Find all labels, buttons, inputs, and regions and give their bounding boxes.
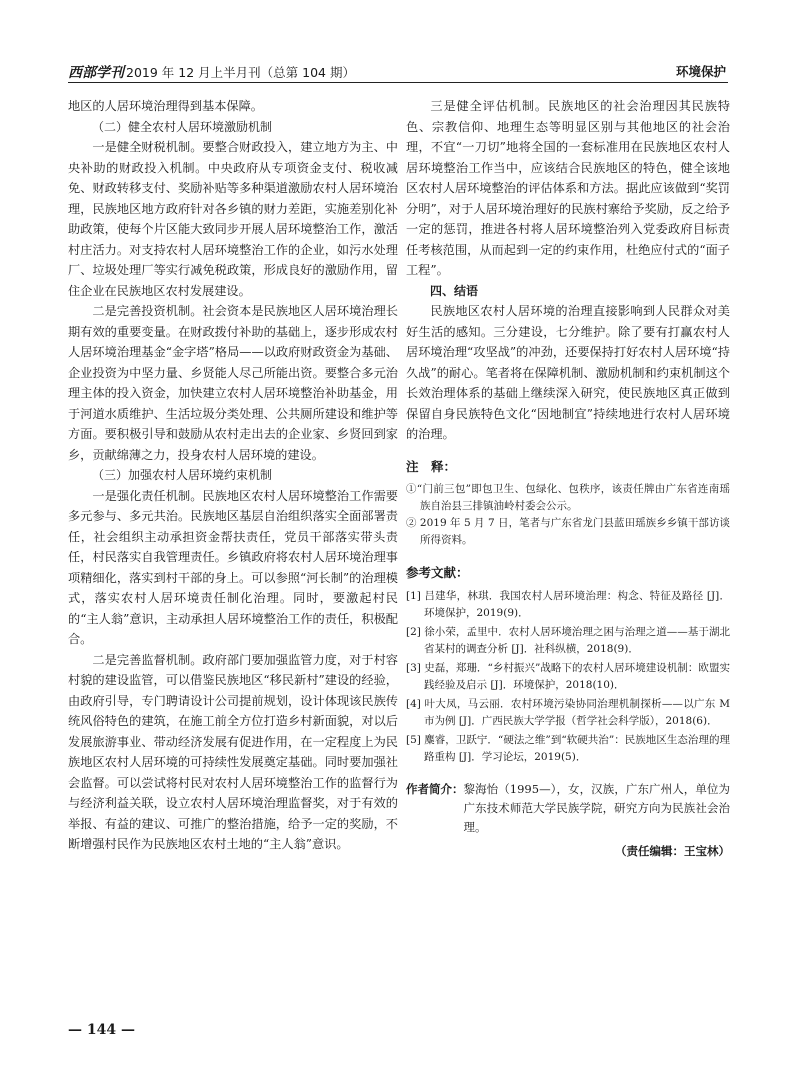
- author-bio: [406, 780, 730, 837]
- header-section: 环境保护: [675, 64, 726, 79]
- right-column: [406, 96, 730, 861]
- section-heading: 四、结语: [430, 283, 479, 298]
- references-title: 参考文献：: [406, 565, 469, 580]
- paragraph: 一是健全财税机制。要整合财政投入，建立地方为主、中央补助的财政投入机制。中央政府从专项资金支付、税收减免、财政转移支付、奖励补贴等多种渠道激励农村人居环境治理，民族地区地方政府针对各乡镇的财力差距，实施差别化补助政策，使每个片区能大致同步开展人居环境整治工作，激活村庄活力。对支持农村人居环境整治工作的企业，如污水处理厂、垃圾处理厂等实行减免税政策，形成良好的激励作用，留住企业在民族地区农村发展建设。: [68, 140, 398, 298]
- page-header: [68, 60, 728, 83]
- paragraph: 三是健全评估机制。民族地区的社会治理因其民族特色、宗教信仰、地理生态等明显区别与其他地区的社会治理，不宜“一刀切”地将全国的一套标准用在民族地区农村人居环境整治工作当中，应该结合民族地区的特色，健全该地区农村人居环境整治的评估体系和方法。据此应该做到“奖罚分明”，对于人居环境治理好的民族村寨给予奖励，反之给予一定的惩罚，推进各村将人居环境整治列入党委政府目标责任考核范围，从而起到一定的约束作用，杜绝应付式的“面子工程”。: [406, 99, 730, 277]
- author-label: 作者简介：: [406, 781, 464, 796]
- journal-logo: 西部学刊: [68, 65, 124, 81]
- paragraph: 二是完善监督机制。政府部门要加强监管力度，对于村容村貌的建设监管，可以借鉴民族地区“移民新村”建设的经验，由政府引导，专门聘请设计公司提前规划，设计体现该民族传统风俗特色的建筑，在施工前全方位打造乡村新面貌，对以后发展旅游事业、带动经济发展有促进作用，在一定程度上为民族地区农村人居环境的可持续性发展奠定基础。同时要加强社会监督。可以尝试将村民对农村人居环境整治工作的监督行为与经济利益关联，设立农村人居环境治理监督奖，对于有效的举报、有益的建议、可推广的整治措施，给予一定的奖励，不断增强村民作为民族地区农村土地的“主人翁”意识。: [68, 652, 398, 851]
- references-list: [406, 588, 730, 766]
- reference-item: [2] 徐小荣，孟里中．农村人居环境治理之困与治理之道——基于湖北省某村的调查分析 [J]．社科纵横，2018(9)．: [406, 625, 730, 655]
- reference-item: [3] 史磊，郑珊．“乡村振兴”战略下的农村人居环境建设机制：欧盟实践经验及启示 [J]．环境保护，2018(10)．: [406, 661, 730, 691]
- reference-item: [4] 叶大凤，马云丽．农村环境污染协同治理机制探析——以广东 M 市为例 [J]．广西民族大学学报（哲学社会科学版），2018(6)．: [406, 697, 730, 727]
- header-journal: [68, 62, 355, 82]
- notes-list: [406, 481, 730, 549]
- note-item: ② 2019 年 5 月 7 日，笔者与广东省龙门县蓝田瑶族乡乡镇干部访谈所得资料。: [406, 517, 730, 546]
- reference-item: [1] 吕建华，林琪．我国农村人居环境治理：构念、特征及路径 [J]．环境保护，2019(9)．: [406, 589, 730, 619]
- paragraph: 民族地区农村人居环境的治理直接影响到人民群众对美好生活的感知。三分建设，七分维护。除了要有打赢农村人居环境治理“攻坚战”的冲劲，还要保持打好农村人居环境“持久战”的耐心。笔者将在保障机制、激励机制和约束机制这个长效治理体系的基础上继续深入研究，使民族地区真正做到保留自身民族特色文化“因地制宜”持续地进行农村人居环境的治理。: [406, 304, 730, 441]
- header-issue: 2019 年 12 月上半月刊（总第 104 期）: [126, 65, 355, 80]
- note-item: ①“门前三包”即包卫生、包绿化、包秩序，该责任牌由广东省连南瑶族自治县三排镇油岭村委会公示。: [406, 483, 730, 512]
- page-number: — 144 —: [68, 1022, 135, 1038]
- notes-title: 注 释：: [406, 458, 457, 474]
- responsible-editor: （责任编辑：王宝林）: [615, 843, 730, 858]
- paragraph: 地区的人居环境治理得到基本保障。: [68, 99, 263, 113]
- left-column: [68, 96, 398, 855]
- paragraph: 一是强化责任机制。民族地区农村人居环境整治工作需要多元参与、多元共治。民族地区基层自治组织落实全面部署责任，社会组织主动承担资金帮扶责任，党员干部落实带头责任，村民落实自我管理责任。乡镇政府将农村人居环境治理事项精细化，落实到村干部的身上。可以参照“河长制”的治理模式，落实农村人居环境责任制化治理。同时，要激起村民的“主人翁”意识，主动承担人居环境整治工作的责任，积极配合。: [68, 488, 398, 646]
- subheading: （二）健全农村人居环境激励机制: [92, 119, 273, 134]
- subheading: （三）加强农村人居环境约束机制: [92, 468, 273, 482]
- reference-item: [5] 麋睿，卫跃宁．“硬法之维”到“软硬共治”：民族地区生态治理的理路重构 [J]．学习论坛，2019(5)．: [406, 733, 730, 763]
- author-text: 黎海怡（1995—），女，汉族，广东广州人，单位为广东技术师范大学民族学院，研究方向为民族社会治理。: [463, 781, 730, 834]
- paragraph: 二是完善投资机制。社会资本是民族地区人居环境治理长期有效的重要变量。在财政拨付补助的基础上，逐步形成农村人居环境治理基金“金字塔”格局——以政府财政资金为基础、企业投资为中坚力量、乡贤能人尽己所能出资。要整合多元治理主体的投入资金，加快建立农村人居环境整治补助基金，用于河道水质维护、生活垃圾分类处理、公共厕所建设和维护等方面。要积极引导和鼓励从农村走出去的企业家、乡贤回到家乡，贡献绵薄之力，投身农村人居环境的建设。: [68, 304, 398, 462]
